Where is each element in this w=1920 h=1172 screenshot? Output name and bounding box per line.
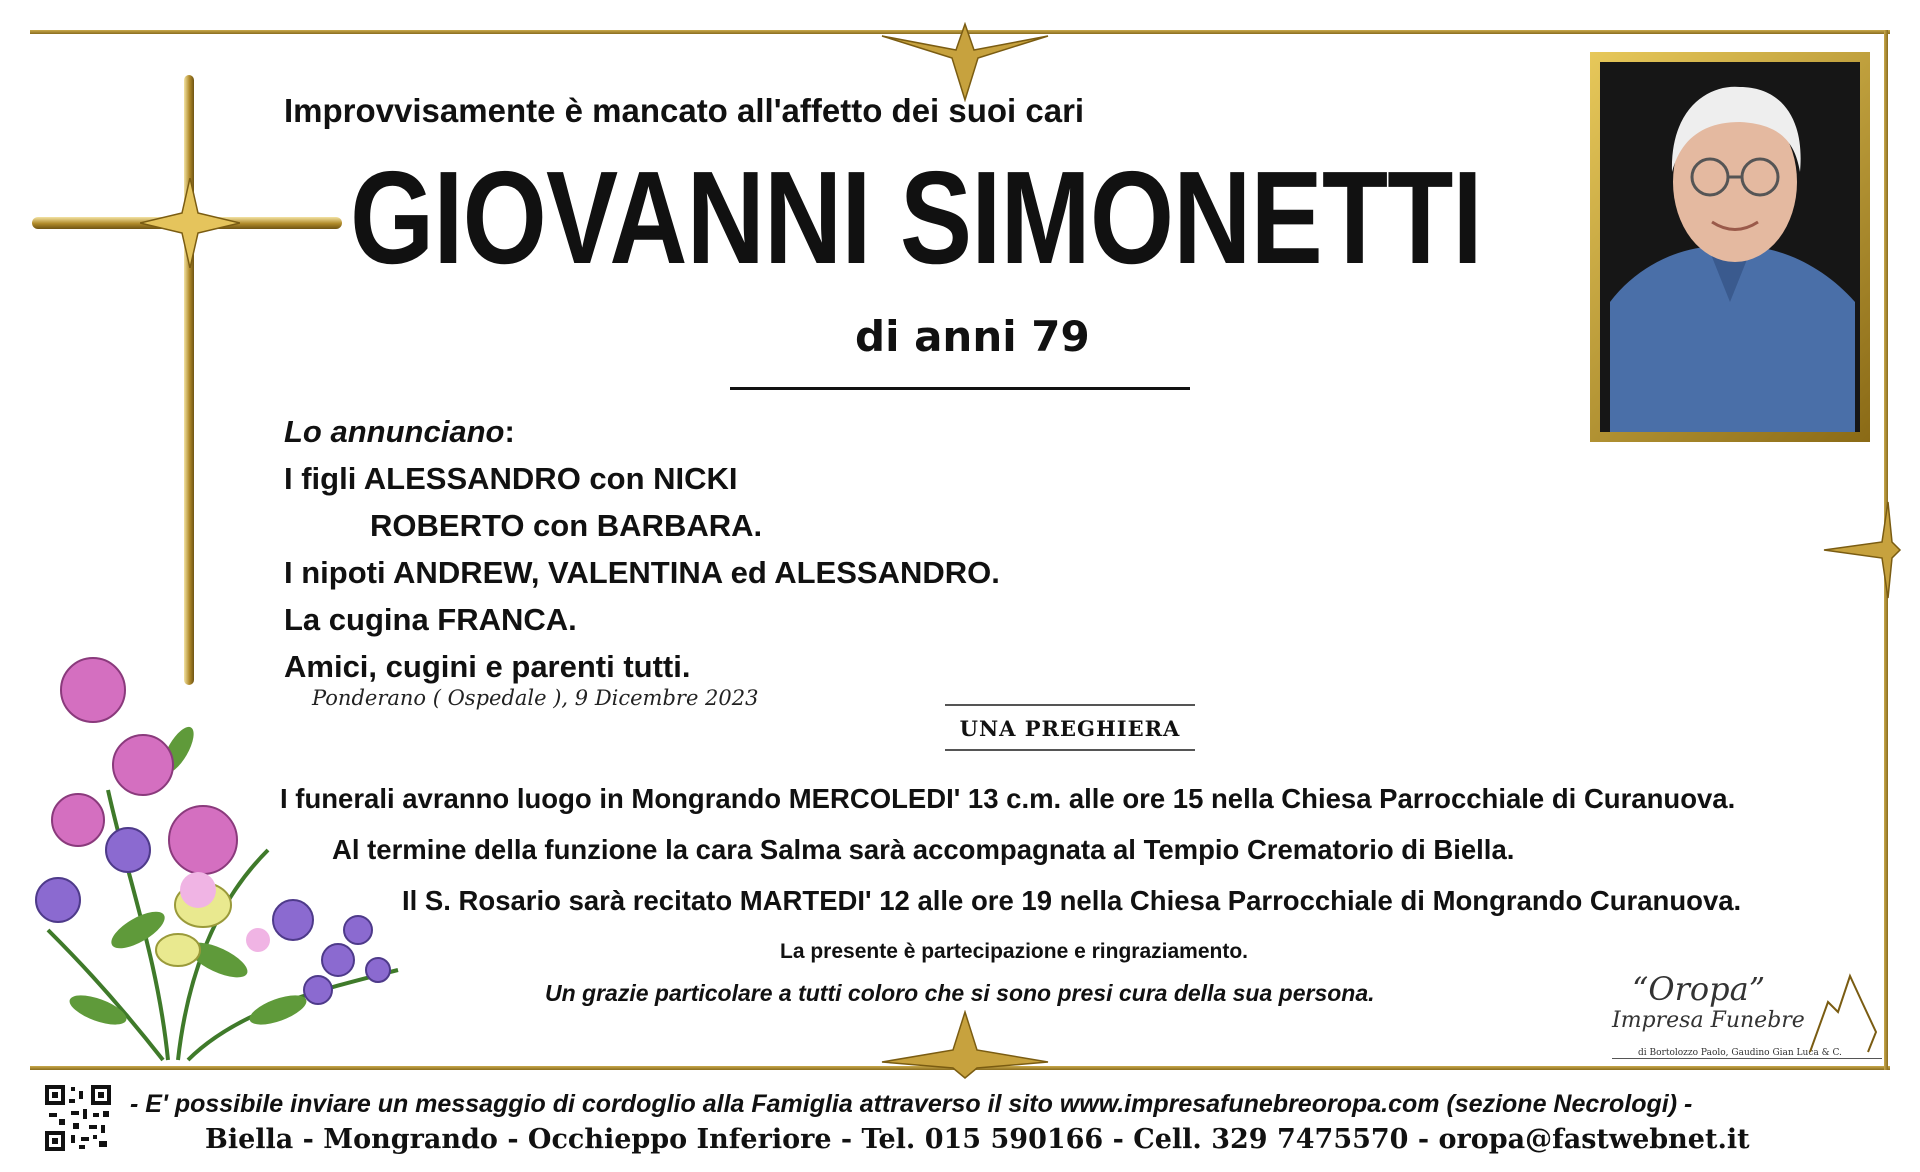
notice-text: La presente è partecipazione e ringraziamento. xyxy=(780,940,1248,963)
announcers-heading-line xyxy=(284,408,1000,455)
announcer-line: ROBERTO con BARBARA. xyxy=(370,508,763,543)
announcers-heading: Lo annunciano xyxy=(284,414,505,449)
thanks-text: Un grazie particolare a tutti coloro che si sono presi cura della sua persona. xyxy=(545,980,1375,1006)
prayer-label: UNA PREGHIERA xyxy=(945,704,1195,751)
funeral-line-2: Al termine della funzione la cara Salma sarà accompagnata al Tempio Crematorio di Biella. xyxy=(332,834,1515,865)
bottom-star-icon xyxy=(880,1010,1050,1080)
mountain-outline-icon xyxy=(1808,972,1878,1054)
announcers-heading-colon: : xyxy=(504,414,515,449)
deceased-name: GIOVANNI SIMONETTI xyxy=(350,144,1482,291)
cross-star-icon xyxy=(140,178,240,268)
logo-name: “Oropa” xyxy=(1632,970,1766,1008)
portrait-figure-icon xyxy=(1600,62,1860,432)
funeral-home-logo xyxy=(1612,970,1882,1062)
announcer-line: I nipoti ANDREW, VALENTINA ed ALESSANDRO. xyxy=(284,555,1000,590)
intro-text: Improvvisamente è mancato all'affetto dei suoi cari xyxy=(284,92,1085,129)
logo-subtitle: Impresa Funebre xyxy=(1612,1008,1805,1033)
announcer-line: Amici, cugini e parenti tutti. xyxy=(284,649,691,684)
funeral-line-1: I funerali avranno luogo in Mongrando MERCOLEDI' 13 c.m. alle ore 15 nella Chiesa Parrocchiale di Curanuova. xyxy=(280,783,1736,814)
announcer-line: I figli ALESSANDRO con NICKI xyxy=(284,461,738,496)
place-and-date: Ponderano ( Ospedale ), 9 Dicembre 2023 xyxy=(312,686,759,710)
deceased-age: di anni 79 xyxy=(855,312,1090,361)
logo-owners: di Bortolozzo Paolo, Gaudino Gian Luca & C. xyxy=(1638,1048,1842,1058)
qr-code-icon xyxy=(45,1085,111,1151)
announcers-block xyxy=(284,408,1000,690)
logo-underline xyxy=(1612,1058,1882,1059)
divider-rule xyxy=(730,387,1190,390)
announcer-line: La cugina FRANCA. xyxy=(284,602,577,637)
footer-contacts: Biella - Mongrando - Occhieppo Inferiore - Tel. 015 590166 - Cell. 329 7475570 - oropa@fastwebnet.it xyxy=(205,1124,1750,1155)
portrait-photo-frame xyxy=(1590,52,1870,442)
right-star-icon xyxy=(1822,500,1902,600)
footer-message: - E' possibile inviare un messaggio di cordoglio alla Famiglia attraverso il sito www.impresafunebreoropa.com (sezione Necrologi) - xyxy=(130,1090,1693,1118)
cross-vertical xyxy=(184,75,194,685)
top-star-icon xyxy=(880,22,1050,102)
portrait-photo xyxy=(1600,62,1860,432)
funeral-line-3: Il S. Rosario sarà recitato MARTEDI' 12 alle ore 19 nella Chiesa Parrocchiale di Mongrando Curanuova. xyxy=(402,885,1742,916)
